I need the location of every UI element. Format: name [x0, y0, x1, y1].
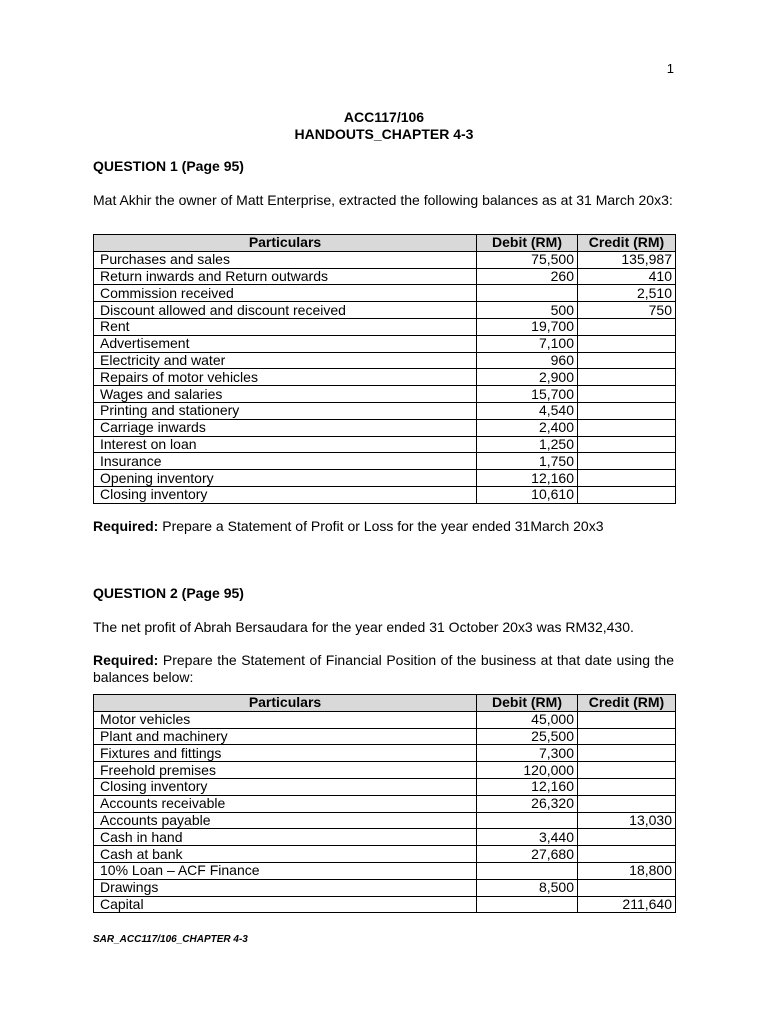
question-2-intro: The net profit of Abrah Bersaudara for the year ended 31 October 20x3 was RM32,430. [93, 619, 634, 635]
table-row [94, 728, 676, 745]
table-row [94, 812, 676, 829]
debit-cell: 1,250 [477, 436, 578, 453]
debit-cell: 120,000 [477, 762, 578, 779]
table-row [94, 251, 676, 268]
table-row [94, 268, 676, 285]
handout-title: HANDOUTS_CHAPTER 4-3 [294, 126, 474, 142]
particulars-cell: Return inwards and Return outwards [94, 268, 477, 285]
page-number: 1 [666, 61, 674, 76]
debit-cell [477, 862, 578, 879]
particulars-cell: Accounts payable [94, 812, 477, 829]
debit-cell: 12,160 [477, 778, 578, 795]
particulars-cell: Printing and stationery [94, 402, 477, 419]
column-header-credit: Credit (RM) [578, 695, 676, 712]
credit-cell [578, 369, 676, 386]
particulars-cell: Repairs of motor vehicles [94, 369, 477, 386]
credit-cell [578, 453, 676, 470]
debit-cell: 3,440 [477, 829, 578, 846]
debit-cell: 25,500 [477, 728, 578, 745]
column-header-credit: Credit (RM) [578, 235, 676, 252]
question-1-intro: Mat Akhir the owner of Matt Enterprise, extracted the following balances as at 31 March 20x3: [93, 192, 673, 208]
credit-cell [578, 745, 676, 762]
table-row [94, 285, 676, 302]
credit-cell: 18,800 [578, 862, 676, 879]
credit-cell [578, 436, 676, 453]
question-1-title: QUESTION 1 (Page 95) [93, 158, 244, 174]
particulars-cell: Advertisement [94, 335, 477, 352]
question-1-required [93, 518, 674, 535]
credit-cell [578, 762, 676, 779]
particulars-cell: Fixtures and fittings [94, 745, 477, 762]
column-header-debit: Debit (RM) [477, 695, 578, 712]
credit-cell [578, 778, 676, 795]
credit-cell [578, 402, 676, 419]
credit-cell: 135,987 [578, 251, 676, 268]
table-row [94, 829, 676, 846]
debit-cell [477, 285, 578, 302]
credit-cell [578, 846, 676, 863]
table-header-row [94, 235, 676, 252]
table-row [94, 486, 676, 503]
credit-cell [578, 335, 676, 352]
table-row [94, 318, 676, 335]
table-row [94, 402, 676, 419]
particulars-cell: Electricity and water [94, 352, 477, 369]
particulars-cell: Capital [94, 896, 477, 913]
particulars-cell: Insurance [94, 453, 477, 470]
debit-cell: 2,400 [477, 419, 578, 436]
table-row [94, 369, 676, 386]
credit-cell: 211,640 [578, 896, 676, 913]
debit-cell: 75,500 [477, 251, 578, 268]
particulars-cell: Closing inventory [94, 486, 477, 503]
debit-cell [477, 812, 578, 829]
debit-cell: 26,320 [477, 795, 578, 812]
required-label: Required: [93, 518, 159, 534]
particulars-cell: Carriage inwards [94, 419, 477, 436]
particulars-cell: Plant and machinery [94, 728, 477, 745]
question-1-balances-table [93, 234, 676, 504]
column-header-debit: Debit (RM) [477, 235, 578, 252]
credit-cell [578, 470, 676, 487]
particulars-cell: Closing inventory [94, 778, 477, 795]
credit-cell: 410 [578, 268, 676, 285]
table-row [94, 778, 676, 795]
particulars-cell: Opening inventory [94, 470, 477, 487]
table-row [94, 352, 676, 369]
debit-cell: 12,160 [477, 470, 578, 487]
credit-cell [578, 829, 676, 846]
particulars-cell: 10% Loan – ACF Finance [94, 862, 477, 879]
page-footer: SAR_ACC117/106_CHAPTER 4-3 [93, 934, 248, 945]
particulars-cell: Drawings [94, 879, 477, 896]
debit-cell: 19,700 [477, 318, 578, 335]
particulars-cell: Purchases and sales [94, 251, 477, 268]
debit-cell: 1,750 [477, 453, 578, 470]
credit-cell [578, 728, 676, 745]
document-header [0, 109, 768, 143]
debit-cell: 2,900 [477, 369, 578, 386]
particulars-cell: Cash in hand [94, 829, 477, 846]
debit-cell: 15,700 [477, 386, 578, 403]
credit-cell [578, 386, 676, 403]
debit-cell: 7,100 [477, 335, 578, 352]
table-row [94, 862, 676, 879]
table-row [94, 896, 676, 913]
table-row [94, 335, 676, 352]
table-row [94, 762, 676, 779]
table-row [94, 386, 676, 403]
debit-cell: 4,540 [477, 402, 578, 419]
required-text: Prepare a Statement of Profit or Loss for the year ended 31March 20x3 [158, 518, 604, 534]
course-code: ACC117/106 [343, 109, 425, 125]
credit-cell [578, 352, 676, 369]
question-2-balances-table [93, 694, 676, 913]
credit-cell: 2,510 [578, 285, 676, 302]
table-header-row [94, 695, 676, 712]
credit-cell [578, 711, 676, 728]
table-row [94, 711, 676, 728]
particulars-cell: Commission received [94, 285, 477, 302]
debit-cell: 960 [477, 352, 578, 369]
debit-cell: 7,300 [477, 745, 578, 762]
question-2-title: QUESTION 2 (Page 95) [93, 585, 244, 601]
credit-cell: 750 [578, 302, 676, 319]
table-row [94, 453, 676, 470]
particulars-cell: Cash at bank [94, 846, 477, 863]
question-2-required [93, 652, 674, 686]
particulars-cell: Interest on loan [94, 436, 477, 453]
particulars-cell: Freehold premises [94, 762, 477, 779]
table-row [94, 302, 676, 319]
debit-cell: 260 [477, 268, 578, 285]
debit-cell: 10,610 [477, 486, 578, 503]
column-header-particulars: Particulars [94, 235, 477, 252]
credit-cell [578, 795, 676, 812]
particulars-cell: Accounts receivable [94, 795, 477, 812]
debit-cell: 27,680 [477, 846, 578, 863]
credit-cell [578, 318, 676, 335]
table-row [94, 745, 676, 762]
particulars-cell: Wages and salaries [94, 386, 477, 403]
column-header-particulars: Particulars [94, 695, 477, 712]
credit-cell [578, 486, 676, 503]
table-row [94, 879, 676, 896]
table-row [94, 470, 676, 487]
debit-cell: 45,000 [477, 711, 578, 728]
credit-cell [578, 419, 676, 436]
particulars-cell: Discount allowed and discount received [94, 302, 477, 319]
debit-cell: 8,500 [477, 879, 578, 896]
credit-cell [578, 879, 676, 896]
table-row [94, 846, 676, 863]
table-row [94, 419, 676, 436]
debit-cell: 500 [477, 302, 578, 319]
particulars-cell: Motor vehicles [94, 711, 477, 728]
credit-cell: 13,030 [578, 812, 676, 829]
required-text: Prepare the Statement of Financial Position of the business at that date using the balances below: [93, 652, 674, 685]
required-label: Required: [93, 652, 159, 668]
debit-cell [477, 896, 578, 913]
table-row [94, 795, 676, 812]
particulars-cell: Rent [94, 318, 477, 335]
table-row [94, 436, 676, 453]
